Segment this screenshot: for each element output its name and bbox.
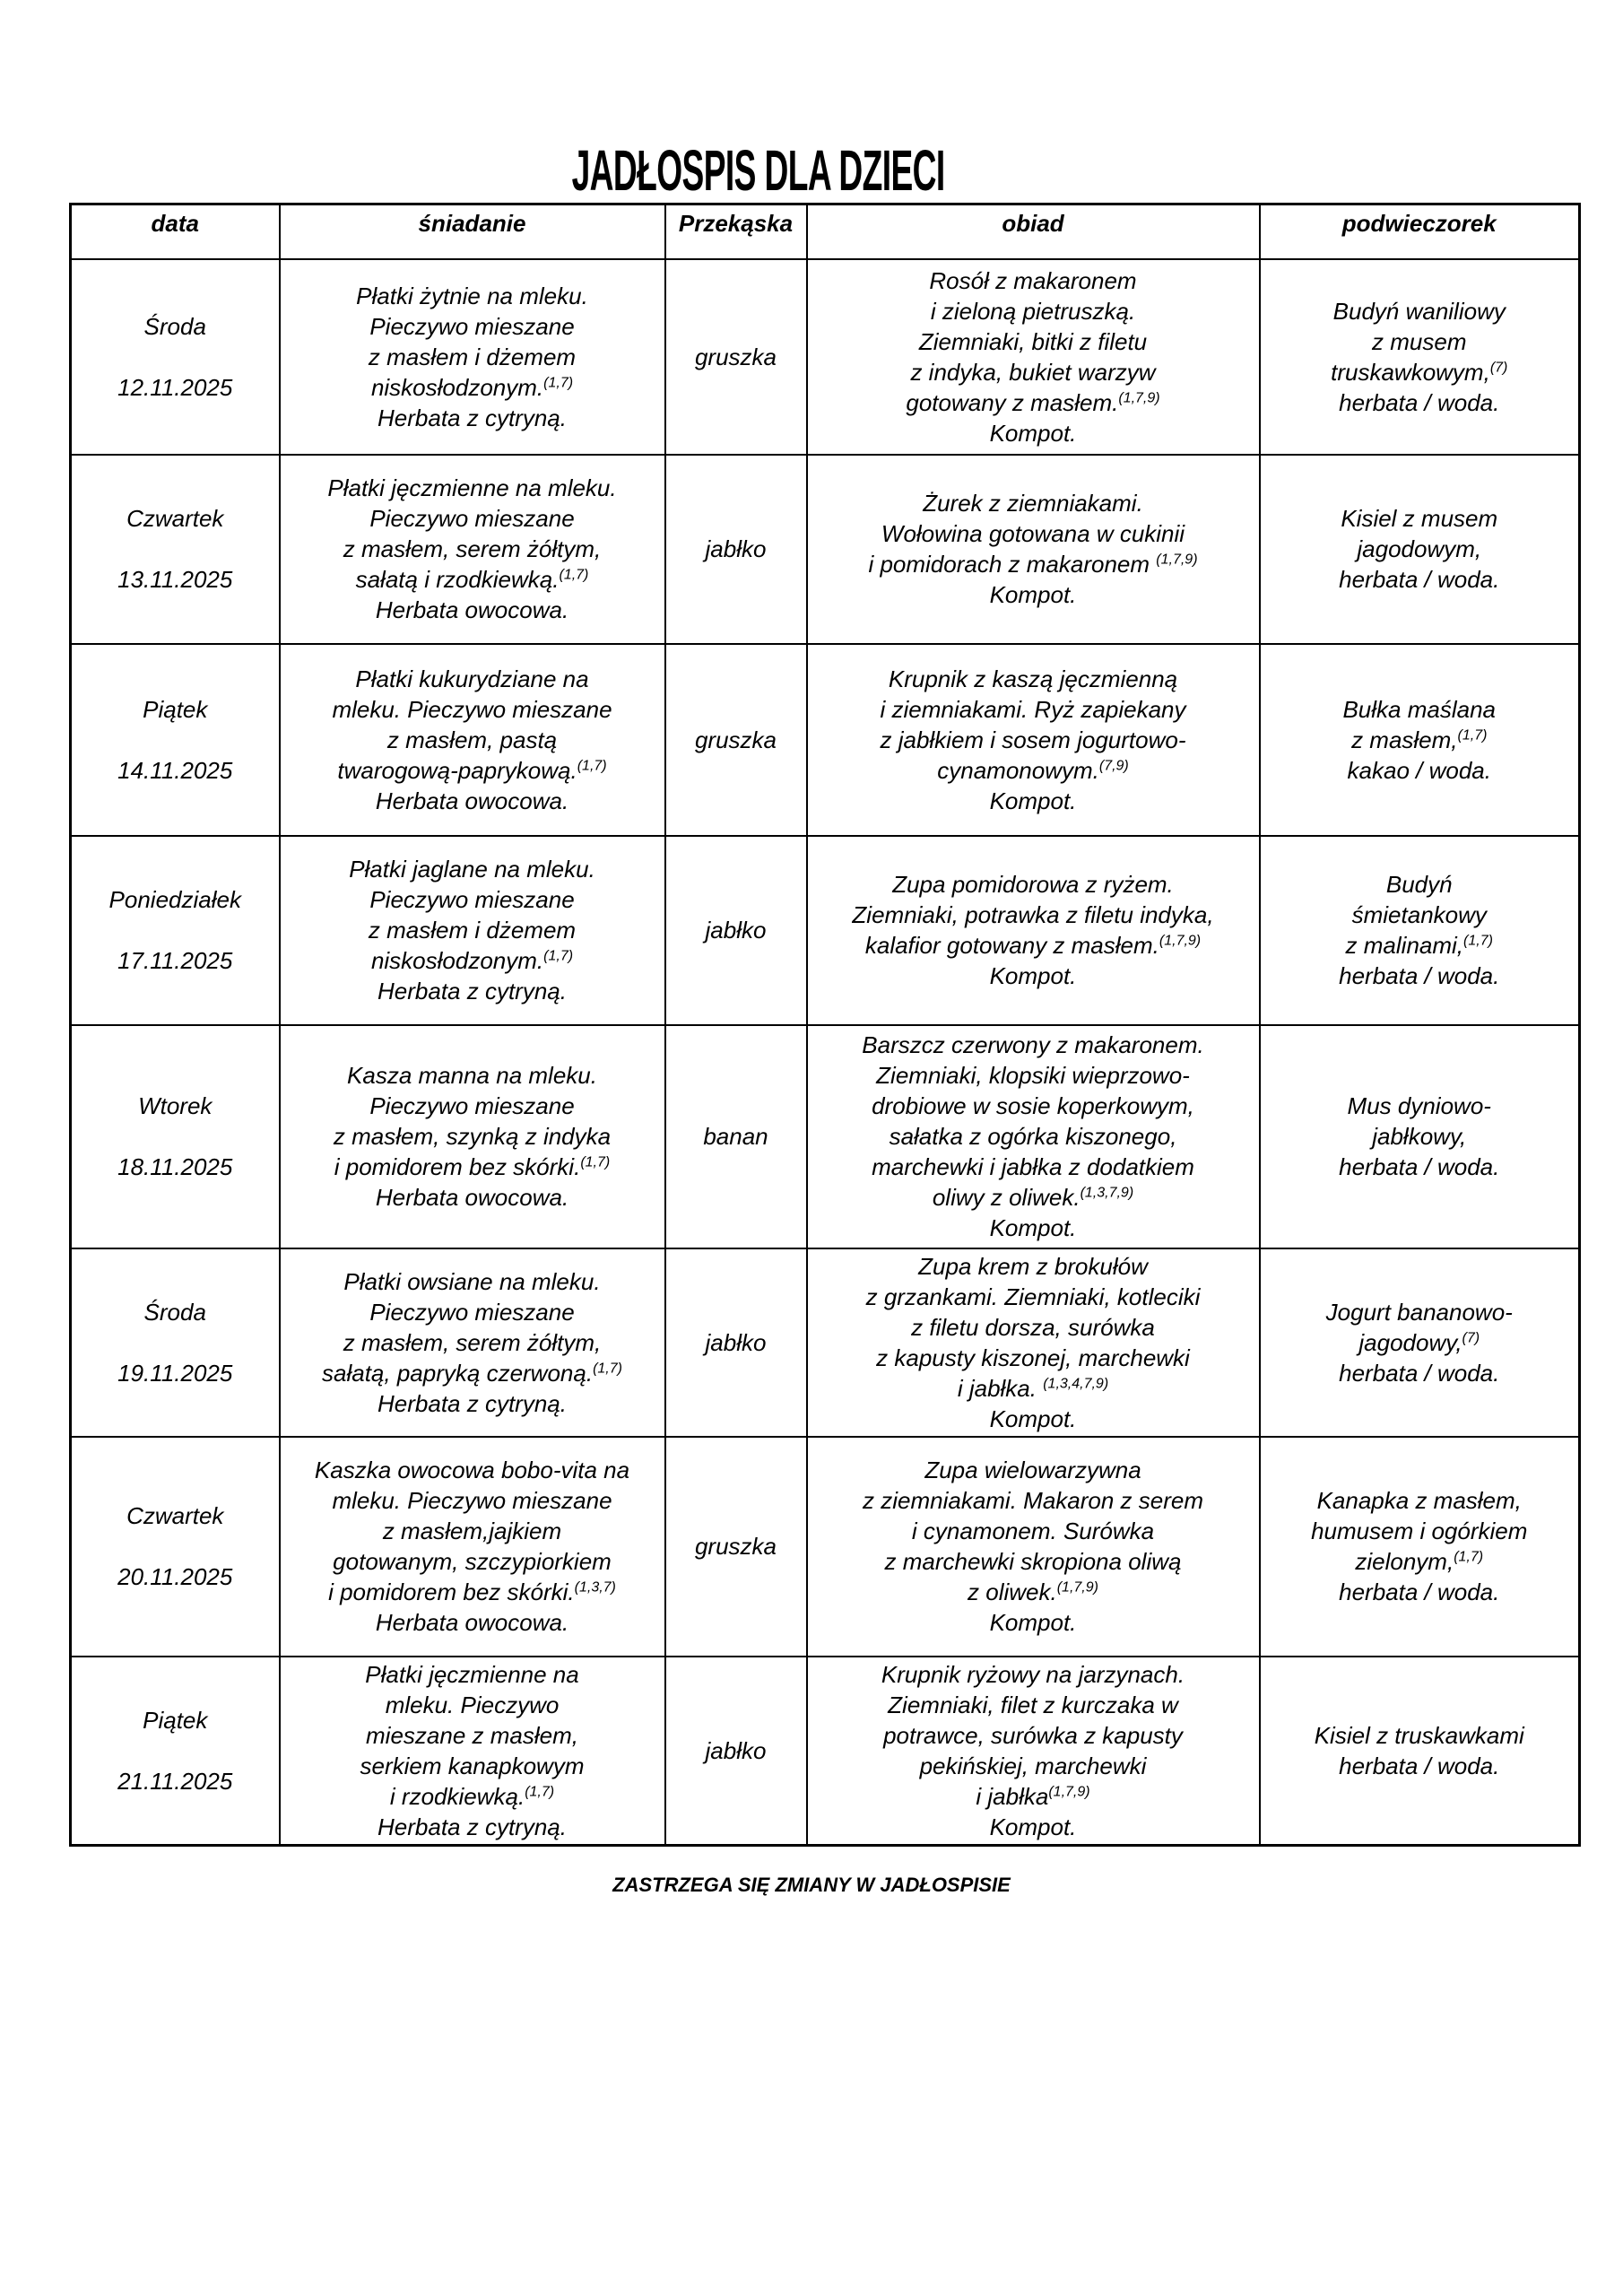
snack-cell: jabłko <box>665 836 807 1025</box>
date-cell <box>71 644 280 836</box>
column-header-podwieczorek: podwieczorek <box>1260 204 1580 259</box>
column-header-przekaska: Przekąska <box>665 204 807 259</box>
allergen-superscript: (1,7) <box>580 1154 611 1170</box>
page-title-wrap <box>0 138 1570 203</box>
column-header-sniadanie: śniadanie <box>280 204 665 259</box>
footer-note: ZASTRZEGA SIĘ ZMIANY W JADŁOSPISIE <box>612 1873 1011 1896</box>
allergen-superscript: (1,3,7) <box>574 1579 616 1596</box>
dessert-cell: Budyń waniliowy z musem truskawkowym,$^{(7)}$ herbata / woda. <box>1260 259 1580 455</box>
allergen-superscript: (7) <box>1462 1329 1480 1345</box>
breakfast-cell: Płatki jęczmienne na mleku. Pieczywo mieszane z masłem, serkiem kanapkowym i rzodkiewką.$^{(1,7)}$ Herbata z cytryną. <box>280 1657 665 1846</box>
date-cell <box>71 836 280 1025</box>
date-label: 21.11.2025 <box>117 1767 233 1795</box>
date-label: 20.11.2025 <box>117 1563 233 1590</box>
day-label: Czwartek <box>126 1502 224 1529</box>
date-spacer <box>79 1121 272 1152</box>
date-cell <box>71 1657 280 1846</box>
lunch-cell: Zupa pomidorowa z ryżem. Ziemniaki, potrawka z filetu indyka, kalafior gotowany z masłem.$^{(1,7,9)}$ Kompot. <box>807 836 1260 1025</box>
allergen-superscript: (1,7) <box>1454 1549 1484 1565</box>
allergen-superscript: (1,7) <box>1463 933 1493 949</box>
date-spacer <box>79 534 272 564</box>
menu-body <box>71 259 1580 1846</box>
date-label: 18.11.2025 <box>117 1153 233 1180</box>
dessert-cell: Kanapka z masłem, humusem i ogórkiem zielonym,$^{(1,7)}$ herbata / woda. <box>1260 1437 1580 1657</box>
date-spacer <box>79 915 272 945</box>
dessert-cell: Mus dyniowo- jabłkowy, herbata / woda. <box>1260 1025 1580 1248</box>
breakfast-cell: Kasza manna na mleku. Pieczywo mieszane z masłem, szynką z indyka i pomidorem bez skórki.$^{(1,7)}$ Herbata owocowa. <box>280 1025 665 1248</box>
table-row <box>71 836 1580 1025</box>
date-label: 17.11.2025 <box>117 947 233 974</box>
lunch-cell: Barszcz czerwony z makaronem. Ziemniaki, klopsiki wieprzowo- drobiowe w sosie koperkowym, sałatka z ogórka kiszonego, marchewki i jabłka z dodatkiem oliwy z oliwek.$^{(1,3,7,9)}$ Kompot. <box>807 1025 1260 1248</box>
date-cell <box>71 455 280 644</box>
date-spacer <box>79 725 272 755</box>
day-label: Piątek <box>143 695 208 723</box>
allergen-superscript: (1,7,9) <box>1118 389 1160 405</box>
menu-table <box>69 203 1581 1847</box>
date-spacer <box>79 1327 272 1358</box>
allergen-superscript: (1,7) <box>525 1783 555 1799</box>
lunch-cell: Krupnik z kaszą jęczmienną i ziemniakami. Ryż zapiekany z jabłkiem i sosem jogurtowo- cynamonowym.$^{(7,9)}$ Kompot. <box>807 644 1260 836</box>
allergen-superscript: (1,7) <box>543 374 574 390</box>
breakfast-cell: Płatki żytnie na mleku. Pieczywo mieszane z masłem i dżemem niskosłodzonym.$^{(1,7)}$ Herbata z cytryną. <box>280 259 665 455</box>
column-header-data: data <box>71 204 280 259</box>
date-spacer <box>79 1531 272 1561</box>
date-cell <box>71 259 280 455</box>
day-label: Wtorek <box>138 1092 213 1119</box>
snack-cell: gruszka <box>665 644 807 836</box>
breakfast-cell: Płatki kukurydziane na mleku. Pieczywo mieszane z masłem, pastą twarogową-paprykową.$^{(1,7)}$ Herbata owocowa. <box>280 644 665 836</box>
dessert-cell: Kisiel z truskawkami herbata / woda. <box>1260 1657 1580 1846</box>
allergen-superscript: (7) <box>1489 359 1508 375</box>
date-spacer <box>79 342 272 372</box>
allergen-superscript: (1,3,7,9) <box>1080 1185 1134 1201</box>
date-spacer <box>79 1735 272 1766</box>
snack-cell: gruszka <box>665 1437 807 1657</box>
day-label: Piątek <box>143 1706 208 1734</box>
allergen-superscript: (1,7) <box>577 757 607 773</box>
snack-cell: jabłko <box>665 1248 807 1437</box>
day-label: Środa <box>143 1298 206 1326</box>
allergen-superscript: (1,7) <box>559 567 589 583</box>
table-row <box>71 455 1580 644</box>
column-header-obiad: obiad <box>807 204 1260 259</box>
date-label: 19.11.2025 <box>117 1359 233 1387</box>
table-row <box>71 1248 1580 1437</box>
allergen-superscript: (1,7,9) <box>1056 1579 1098 1596</box>
date-cell <box>71 1025 280 1248</box>
date-label: 13.11.2025 <box>117 566 233 593</box>
dessert-cell: Bułka maślana z masłem,$^{(1,7)}$ kakao / woda. <box>1260 644 1580 836</box>
snack-cell: gruszka <box>665 259 807 455</box>
lunch-cell: Krupnik ryżowy na jarzynach. Ziemniaki, filet z kurczaka w potrawce, surówka z kapusty pekińskiej, marchewki i jabłka$^{(1,7,9)}$ Kompot. <box>807 1657 1260 1846</box>
breakfast-cell: Płatki owsiane na mleku. Pieczywo mieszane z masłem, serem żółtym, sałatą, papryką czerwoną.$^{(1,7)}$ Herbata z cytryną. <box>280 1248 665 1437</box>
allergen-superscript: (1,7) <box>1457 726 1488 743</box>
lunch-cell: Zupa krem z brokułów z grzankami. Ziemniaki, kotleciki z filetu dorsza, surówka z kapusty kiszonej, marchewki i jabłka. $^{(1,3,4,7,9)}$ Kompot. <box>807 1248 1260 1437</box>
day-label: Czwartek <box>126 505 224 532</box>
allergen-superscript: (1,7,9) <box>1159 933 1202 949</box>
lunch-cell: Rosół z makaronem i zieloną pietruszką. Ziemniaki, bitki z filetu z indyka, bukiet warzyw gotowany z masłem.$^{(1,7,9)}$ Kompot. <box>807 259 1260 455</box>
day-label: Środa <box>143 312 206 340</box>
allergen-superscript: (1,3,4,7,9) <box>1043 1375 1109 1391</box>
dessert-cell: Jogurt bananowo- jagodowy,$^{(7)}$ herbata / woda. <box>1260 1248 1580 1437</box>
table-row <box>71 1437 1580 1657</box>
table-row <box>71 259 1580 455</box>
snack-cell: jabłko <box>665 455 807 644</box>
date-cell <box>71 1248 280 1437</box>
dessert-cell: Budyń śmietankowy z malinami,$^{(1,7)}$ herbata / woda. <box>1260 836 1580 1025</box>
date-label: 12.11.2025 <box>117 373 233 401</box>
snack-cell: banan <box>665 1025 807 1248</box>
day-label: Poniedziałek <box>108 886 241 913</box>
date-cell <box>71 1437 280 1657</box>
allergen-superscript: (1,7) <box>543 948 574 964</box>
dessert-cell: Kisiel z musem jagodowym, herbata / woda. <box>1260 455 1580 644</box>
allergen-superscript: (7,9) <box>1098 757 1129 773</box>
table-row <box>71 1025 1580 1248</box>
header-row <box>71 204 1580 259</box>
breakfast-cell: Kaszka owocowa bobo-vita na mleku. Pieczywo mieszane z masłem,jajkiem gotowanym, szczypiorkiem i pomidorem bez skórki.$^{(1,3,7)}$ Herbata owocowa. <box>280 1437 665 1657</box>
snack-cell: jabłko <box>665 1657 807 1846</box>
page-title: JADŁOSPIS DLA DZIECI <box>571 138 946 203</box>
breakfast-cell: Płatki jęczmienne na mleku. Pieczywo mieszane z masłem, serem żółtym, sałatą i rzodkiewką.$^{(1,7)}$ Herbata owocowa. <box>280 455 665 644</box>
allergen-superscript: (1,7) <box>593 1360 622 1376</box>
table-row <box>71 1657 1580 1846</box>
date-label: 14.11.2025 <box>117 756 233 784</box>
breakfast-cell: Płatki jaglane na mleku. Pieczywo mieszane z masłem i dżemem niskosłodzonym.$^{(1,7)}$ Herbata z cytryną. <box>280 836 665 1025</box>
allergen-superscript: (1,7,9) <box>1156 552 1198 568</box>
table-row <box>71 644 1580 836</box>
lunch-cell: Żurek z ziemniakami. Wołowina gotowana w cukinii i pomidorach z makaronem $^{(1,7,9)}$ Kompot. <box>807 455 1260 644</box>
lunch-cell: Zupa wielowarzywna z ziemniakami. Makaron z serem i cynamonem. Surówka z marchewki skropiona oliwą z oliwek.$^{(1,7,9)}$ Kompot. <box>807 1437 1260 1657</box>
allergen-superscript: (1,7,9) <box>1048 1783 1090 1799</box>
